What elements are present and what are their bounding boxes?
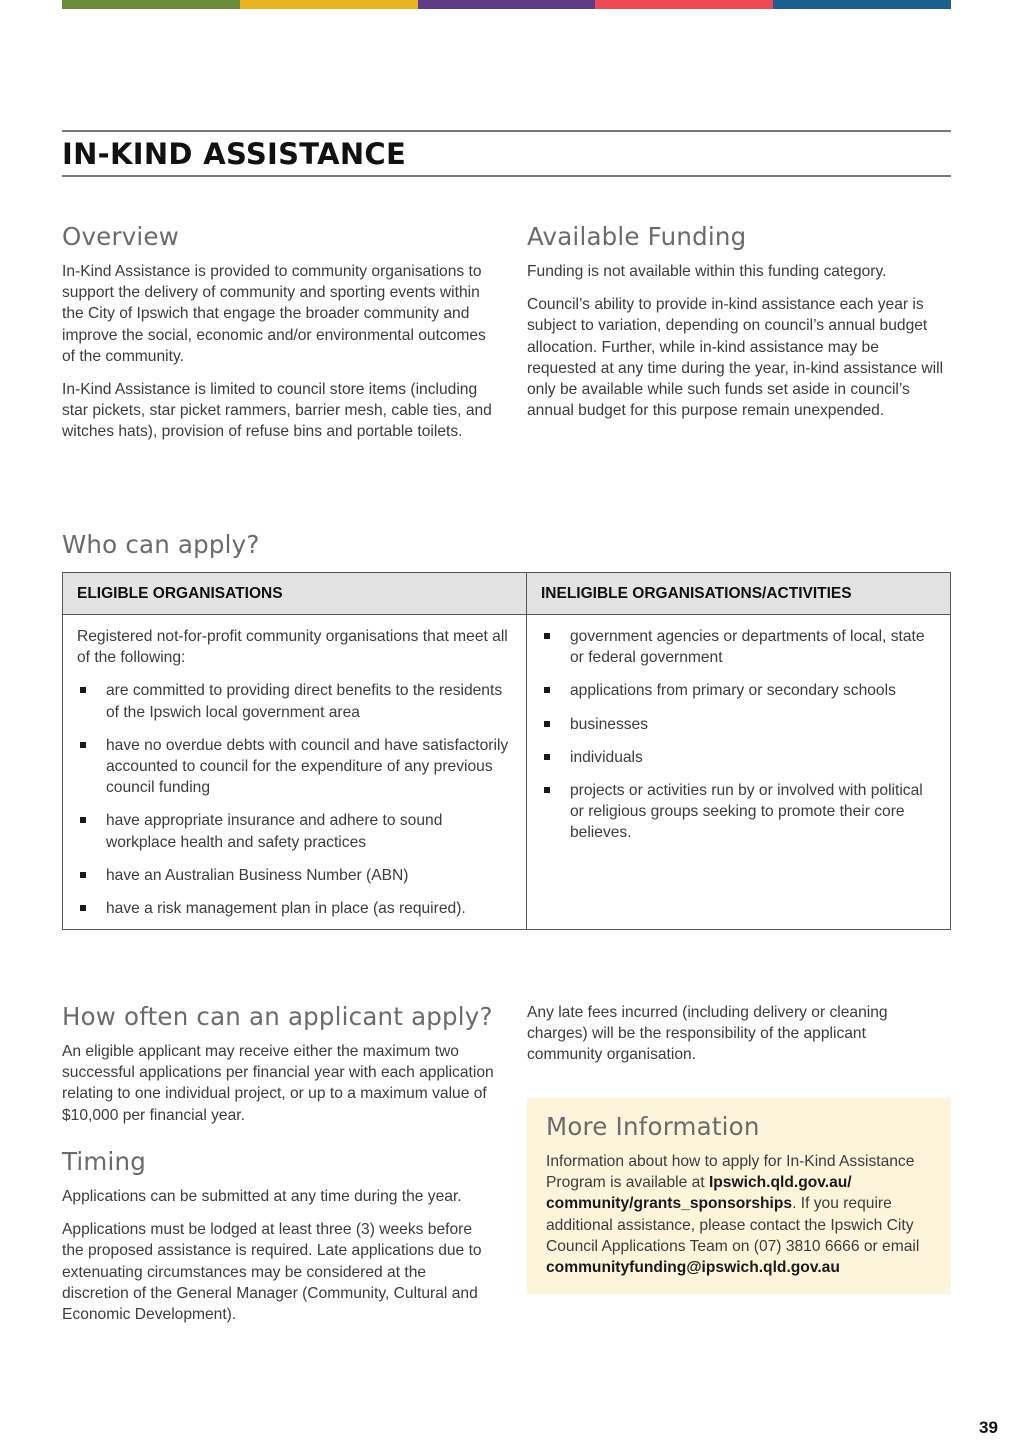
list-item: have no overdue debts with council and have satisfactorily accounted to council for the expenditure of any previous council funding bbox=[77, 735, 512, 799]
eligible-intro: Registered not-for-profit community organisations that meet all of the following: bbox=[77, 628, 508, 667]
eligibility-table bbox=[62, 572, 951, 930]
table-body-row bbox=[63, 615, 950, 929]
eligible-header: ELIGIBLE ORGANISATIONS bbox=[63, 573, 527, 614]
ineligible-cell bbox=[527, 615, 950, 929]
color-band-green bbox=[62, 0, 240, 9]
color-band-purple bbox=[418, 0, 596, 9]
square-bullet-icon bbox=[80, 687, 86, 693]
square-bullet-icon bbox=[80, 905, 86, 911]
list-item: have appropriate insurance and adhere to sound workplace health and safety practices bbox=[77, 810, 512, 852]
list-item: have a risk management plan in place (as required). bbox=[77, 898, 512, 919]
color-band-blue bbox=[773, 0, 951, 9]
overview-paragraph-1: In-Kind Assistance is provided to community organisations to support the delivery of community and sporting events within the City of Ipswich that engage the broader community and improve the social, economic and/or environmental outcomes of the community. bbox=[62, 263, 486, 365]
list-item: are committed to providing direct benefits to the residents of the Ipswich local government area bbox=[77, 680, 512, 722]
how-often-section bbox=[62, 1002, 502, 1138]
list-item: businesses bbox=[541, 714, 936, 735]
list-item: projects or activities run by or involved with political or religious groups seeking to promote their core believes. bbox=[541, 780, 936, 844]
list-item: have an Australian Business Number (ABN) bbox=[77, 865, 512, 886]
square-bullet-icon bbox=[544, 754, 550, 760]
overview-section bbox=[62, 222, 494, 455]
email-link[interactable]: communityfunding@ipswich.qld.gov.au bbox=[546, 1259, 840, 1277]
square-bullet-icon bbox=[80, 742, 86, 748]
square-bullet-icon bbox=[544, 721, 550, 727]
more-information-heading: More Information bbox=[546, 1112, 760, 1141]
list-item: government agencies or departments of local, state or federal government bbox=[541, 626, 936, 668]
how-often-paragraph: An eligible applicant may receive either the maximum two successful applications per financial year with each application relating to one individual project, or up to a maximum value of $10,000 per financial year. bbox=[62, 1043, 494, 1124]
square-bullet-icon bbox=[544, 787, 550, 793]
list-item: applications from primary or secondary schools bbox=[541, 680, 936, 701]
timing-paragraph-1: Applications can be submitted at any time during the year. bbox=[62, 1188, 462, 1205]
more-information-text: Information about how to apply for In-Kind Assistance Program is available at Ipswich.qld.gov.au/ community/grants_sponsorships. If you require additional assistance, please contact the Ipswich City Council Applications Team on (07) 3810 6666 or email communityfunding@ipswich.qld.gov.au bbox=[546, 1153, 920, 1277]
title-rule-bottom bbox=[62, 175, 951, 177]
timing-section bbox=[62, 1147, 494, 1337]
square-bullet-icon bbox=[80, 872, 86, 878]
square-bullet-icon bbox=[80, 817, 86, 823]
more-information-box bbox=[527, 1098, 951, 1294]
grants-sponsorships-link[interactable]: Ipswich.qld.gov.au/ community/grants_sponsorships bbox=[546, 1174, 852, 1213]
ineligible-header: INELIGIBLE ORGANISATIONS/ACTIVITIES bbox=[541, 585, 852, 602]
overview-heading: Overview bbox=[62, 222, 179, 251]
overview-paragraph-2: In-Kind Assistance is limited to council store items (including star pickets, star picket rammers, barrier mesh, cable ties, and witches hats), provision of refuse bins and portable toilets. bbox=[62, 381, 492, 441]
who-can-apply-heading: Who can apply? bbox=[62, 530, 260, 559]
ineligible-list bbox=[541, 626, 936, 844]
color-band-yellow bbox=[240, 0, 418, 9]
timing-heading: Timing bbox=[62, 1147, 146, 1176]
table-header-row bbox=[63, 573, 950, 615]
eligible-cell bbox=[63, 615, 527, 929]
available-funding-heading: Available Funding bbox=[527, 222, 747, 251]
available-funding-section bbox=[527, 222, 951, 433]
eligible-list bbox=[77, 680, 512, 919]
square-bullet-icon bbox=[544, 687, 550, 693]
timing-paragraph-2: Applications must be lodged at least three (3) weeks before the proposed assistance is required. Late applications due to extenuating circumstances may be considered at the discretion of the General Manager (Community, Cultural and Economic Development). bbox=[62, 1221, 482, 1324]
available-funding-paragraph-2: Council’s ability to provide in-kind assistance each year is subject to variation, depending on council’s annual budget allocation. Further, while in-kind assistance may be requested at any time during the year, in-kind assistance will only be available while such funds set aside in council’s annual budget for this purpose remain unexpended. bbox=[527, 296, 944, 420]
available-funding-paragraph-1: Funding is not available within this funding category. bbox=[527, 263, 887, 280]
color-band-red bbox=[595, 0, 773, 9]
color-band bbox=[62, 0, 951, 9]
late-fees-paragraph: Any late fees incurred (including delivery or cleaning charges) will be the responsibility of the applicant community organisation. bbox=[527, 1004, 888, 1064]
page-number: 39 bbox=[979, 1418, 998, 1437]
how-often-heading: How often can an applicant apply? bbox=[62, 1002, 493, 1031]
title-rule-top bbox=[62, 130, 951, 132]
page-title: IN-KIND ASSISTANCE bbox=[62, 137, 407, 171]
list-item: individuals bbox=[541, 747, 936, 768]
square-bullet-icon bbox=[544, 633, 550, 639]
